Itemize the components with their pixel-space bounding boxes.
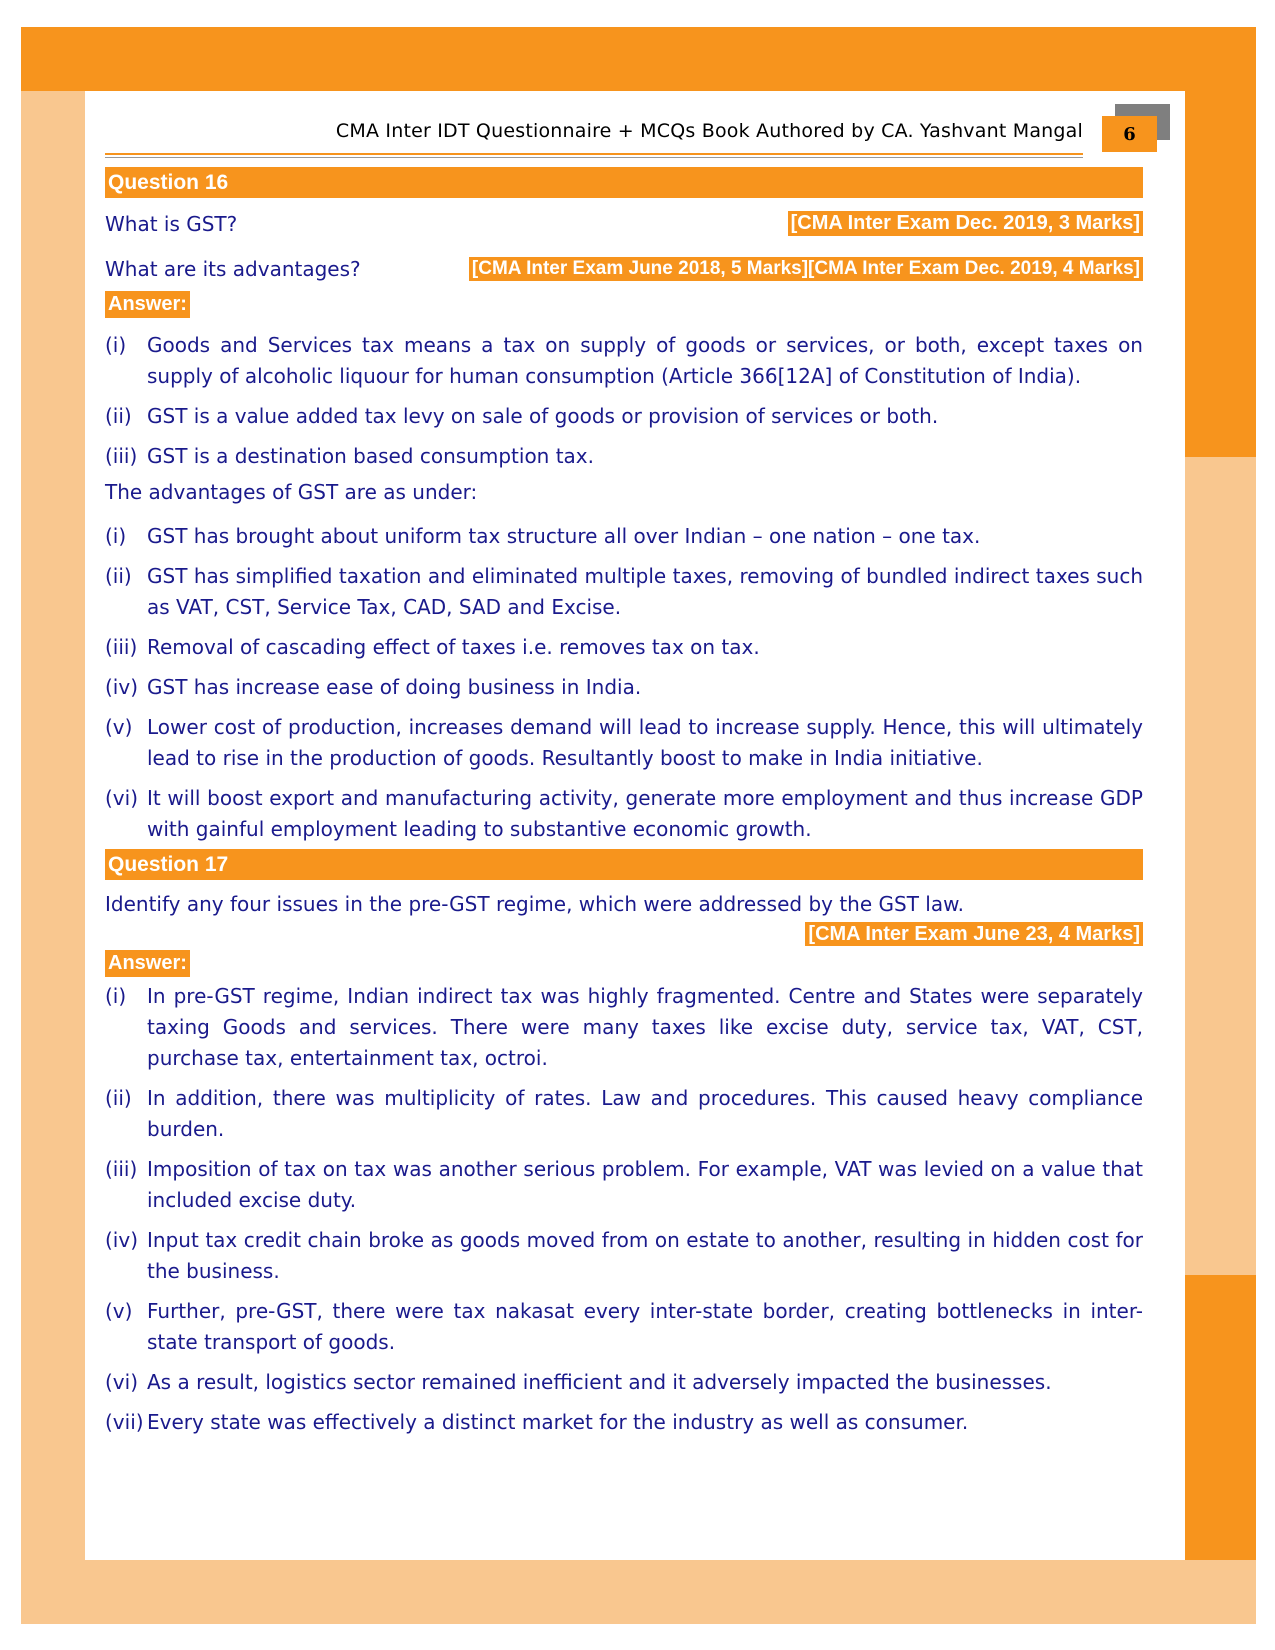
list-item <box>105 1154 1143 1216</box>
list-item-text: Input tax credit chain broke as goods moved from on estate to another, resulting in hidden cost for the business. <box>147 1228 1143 1283</box>
list-item <box>105 783 1143 845</box>
list-item-text: As a result, logistics sector remained inefficient and it adversely impacted the businesses. <box>147 1370 1052 1394</box>
q16-question-line-2 <box>105 253 1143 284</box>
list-item <box>105 1083 1143 1145</box>
header-rule <box>105 153 1083 155</box>
list-item-number: (iii) <box>105 444 138 468</box>
q16-question-line-1 <box>105 208 1143 239</box>
q17-answer-label-wrap <box>105 950 1143 977</box>
list-item-number: (i) <box>105 333 127 357</box>
q16-advantages-intro: The advantages of GST are as under: <box>105 480 478 504</box>
list-item-text: Removal of cascading effect of taxes i.e. removes tax on tax. <box>147 635 760 659</box>
q17-question-text: Identify any four issues in the pre-GST regime, which were addressed by the GST law. <box>105 892 964 916</box>
list-item-text: In pre-GST regime, Indian indirect tax was highly fragmented. Centre and States were separately taxing Goods and services. There were many taxes like excise duty, service tax, VAT, CST, purchase tax, entertainment tax, octroi. <box>147 984 1143 1070</box>
q17-exam-tag-wrap <box>105 920 1143 948</box>
list-item <box>105 561 1143 623</box>
list-item <box>105 1225 1143 1287</box>
list-item-number: (i) <box>105 524 127 548</box>
list-item-text: GST has brought about uniform tax structure all over Indian – one nation – one tax. <box>147 524 981 548</box>
list-item <box>105 632 1143 663</box>
list-item-number: (iii) <box>105 635 138 659</box>
list-item-text: It will boost export and manufacturing activity, generate more employment and thus increase GDP with gainful employment leading to substantive economic growth. <box>147 786 1143 841</box>
list-item <box>105 1407 1143 1438</box>
list-item <box>105 981 1143 1074</box>
list-item-number: (iii) <box>105 1157 138 1181</box>
list-item <box>105 441 1143 472</box>
page-header <box>105 113 1083 159</box>
list-item-text: GST has increase ease of doing business in India. <box>147 675 642 699</box>
list-item <box>105 712 1143 774</box>
list-item <box>105 672 1143 703</box>
q17-answer-list <box>105 981 1143 1438</box>
list-item-number: (v) <box>105 715 133 739</box>
q17-answer-label: Answer: <box>105 950 190 977</box>
list-item <box>105 401 1143 432</box>
list-item-text: Every state was effectively a distinct market for the industry as well as consumer. <box>147 1410 969 1434</box>
list-item-text: Further, pre-GST, there were tax nakasat every inter-state border, creating bottlenecks in inter-state transport of goods. <box>147 1299 1143 1354</box>
q16-answer-list <box>105 330 1143 472</box>
list-item-number: (ii) <box>105 1086 132 1110</box>
list-item-text: GST is a destination based consumption tax. <box>147 444 595 468</box>
list-item-number: (iv) <box>105 675 138 699</box>
page-content <box>105 167 1143 1438</box>
list-item-number: (ii) <box>105 564 132 588</box>
page-border-right-accent <box>1185 27 1256 457</box>
list-item-number: (ii) <box>105 404 132 428</box>
list-item <box>105 1367 1143 1398</box>
list-item <box>105 330 1143 392</box>
q16-answer-label-wrap <box>105 291 1143 318</box>
q16-exam-tag-2: [CMA Inter Exam June 2018, 5 Marks][CMA Inter Exam Dec. 2019, 4 Marks] <box>469 257 1143 281</box>
list-item-text: GST is a value added tax levy on sale of goods or provision of services or both. <box>147 404 939 428</box>
question-16-heading: Question 16 <box>105 167 1143 198</box>
q16-question-text-2: What are its advantages? <box>105 256 361 281</box>
question-17-heading: Question 17 <box>105 849 1143 880</box>
list-item-number: (vii) <box>105 1410 144 1434</box>
page-number: 6 <box>1102 116 1157 152</box>
list-item <box>105 1296 1143 1358</box>
header-rule-secondary <box>105 157 1083 158</box>
q17-exam-tag: [CMA Inter Exam June 23, 4 Marks] <box>805 922 1143 946</box>
list-item-text: In addition, there was multiplicity of rates. Law and procedures. This caused heavy compliance burden. <box>147 1086 1143 1141</box>
header-title: CMA Inter IDT Questionnaire + MCQs Book Authored by CA. Yashvant Mangal <box>335 120 1083 142</box>
list-item <box>105 521 1143 552</box>
list-item-number: (vi) <box>105 1370 138 1394</box>
q16-exam-tag-1: [CMA Inter Exam Dec. 2019, 3 Marks] <box>788 211 1143 236</box>
q16-answer-label: Answer: <box>105 291 190 318</box>
list-item-number: (iv) <box>105 1228 138 1252</box>
q16-question-text-1: What is GST? <box>105 211 238 236</box>
q16-advantages-list <box>105 521 1143 845</box>
list-item-text: Lower cost of production, increases demand will lead to increase supply. Hence, this will ultimately lead to rise in the production of goods. Resultantly boost to make in India initiative. <box>147 715 1143 770</box>
page-border-bottom <box>21 1560 1256 1624</box>
page-border-top <box>21 27 1256 91</box>
list-item-number: (i) <box>105 984 127 1008</box>
list-item-text: Goods and Services tax means a tax on supply of goods or services, or both, except taxes on supply of alcoholic liquour for human consumption (Article 366[12A] of Constitution of India). <box>147 333 1143 388</box>
list-item-text: Imposition of tax on tax was another serious problem. For example, VAT was levied on a value that included excise duty. <box>147 1157 1143 1212</box>
list-item-number: (vi) <box>105 786 138 810</box>
list-item-text: GST has simplified taxation and eliminated multiple taxes, removing of bundled indirect taxes such as VAT, CST, Service Tax, CAD, SAD and Excise. <box>147 564 1143 619</box>
list-item-number: (v) <box>105 1299 133 1323</box>
